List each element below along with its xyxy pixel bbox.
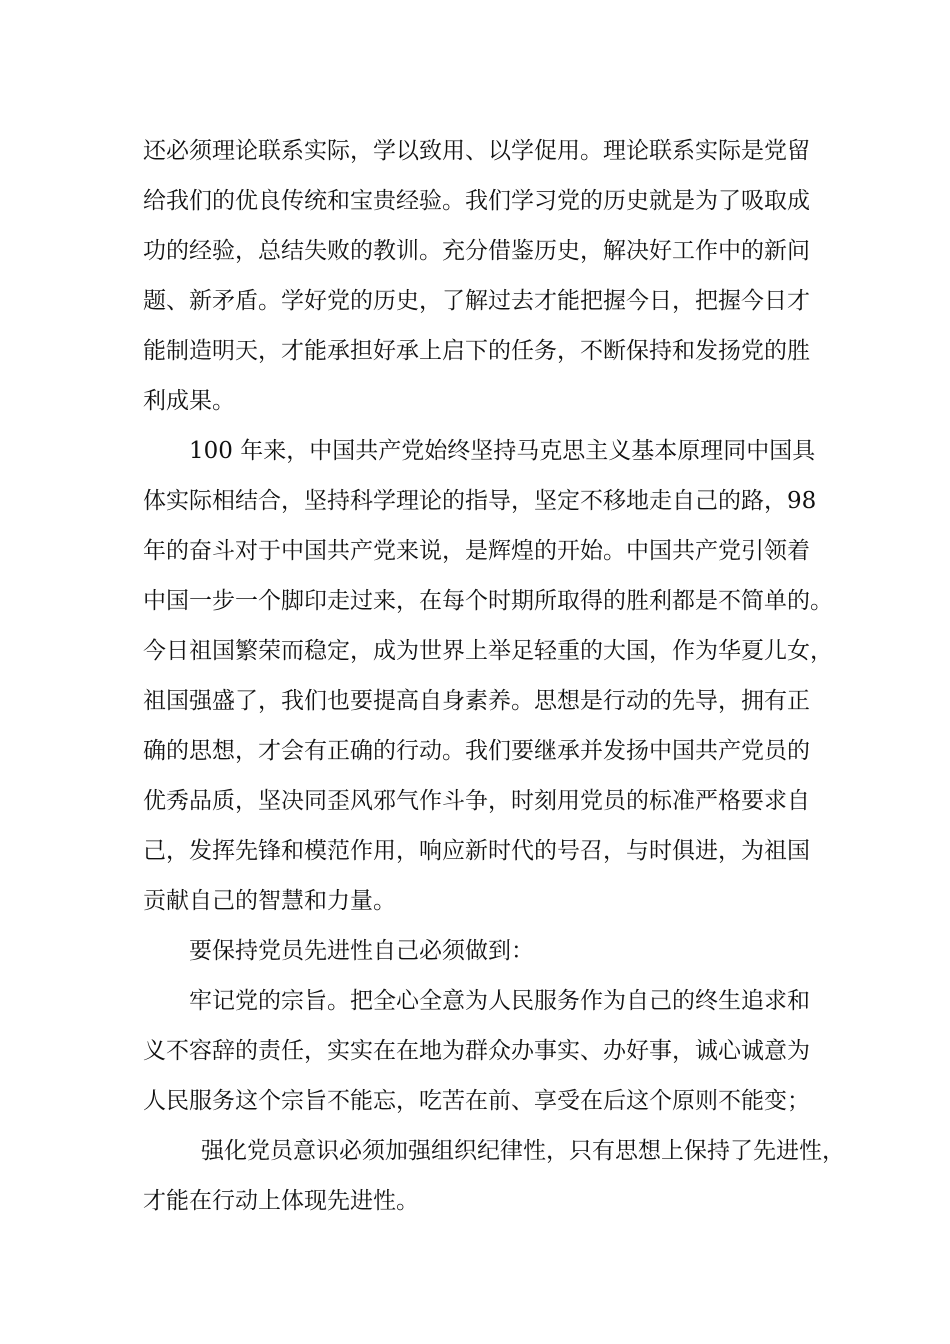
text-line: 确的思想，才会有正确的行动。我们要继承并发扬中国共产党员的 — [143, 738, 810, 764]
text-line: 100 年来，中国共产党始终坚持马克思主义基本原理同中国具 — [189, 438, 816, 464]
text-line: 中国一步一个脚印走过来，在每个时期所取得的胜利都是不简单的。 — [143, 588, 833, 614]
text-line: 还必须理论联系实际，学以致用、以学促用。理论联系实际是党留 — [143, 138, 810, 164]
text-line: 强化党员意识必须加强组织纪律性，只有思想上保持了先进性， — [201, 1138, 845, 1164]
text-line: 要保持党员先进性自己必须做到： — [189, 938, 534, 964]
text-line: 能制造明天，才能承担好承上启下的任务，不断保持和发扬党的胜 — [143, 338, 810, 364]
text-line: 牢记党的宗旨。把全心全意为人民服务作为自己的终生追求和 — [189, 988, 810, 1014]
text-line: 优秀品质，坚决同歪风邪气作斗争，时刻用党员的标准严格要求自 — [143, 788, 810, 814]
text-line: 己，发挥先锋和模范作用，响应新时代的号召，与时俱进，为祖国 — [143, 838, 810, 864]
text-line: 义不容辞的责任，实实在在地为群众办事实、办好事，诚心诚意为 — [143, 1038, 810, 1064]
text-line: 体实际相结合，坚持科学理论的指导，坚定不移地走自己的路，98 — [143, 488, 817, 514]
text-line: 利成果。 — [143, 388, 235, 414]
text-line: 贡献自己的智慧和力量。 — [143, 888, 396, 914]
text-line: 年的奋斗对于中国共产党来说，是辉煌的开始。中国共产党引领着 — [143, 538, 810, 564]
text-line: 今日祖国繁荣而稳定，成为世界上举足轻重的大国，作为华夏儿女， — [143, 638, 833, 664]
text-line: 给我们的优良传统和宝贵经验。我们学习党的历史就是为了吸取成 — [143, 188, 810, 214]
text-line: 祖国强盛了，我们也要提高自身素养。思想是行动的先导，拥有正 — [143, 688, 810, 714]
text-line: 题、新矛盾。学好党的历史，了解过去才能把握今日，把握今日才 — [143, 288, 810, 314]
text-line: 人民服务这个宗旨不能忘，吃苦在前、享受在后这个原则不能变； — [143, 1088, 810, 1114]
text-line: 功的经验，总结失败的教训。充分借鉴历史，解决好工作中的新问 — [143, 238, 810, 264]
text-line: 才能在行动上体现先进性。 — [143, 1188, 419, 1214]
